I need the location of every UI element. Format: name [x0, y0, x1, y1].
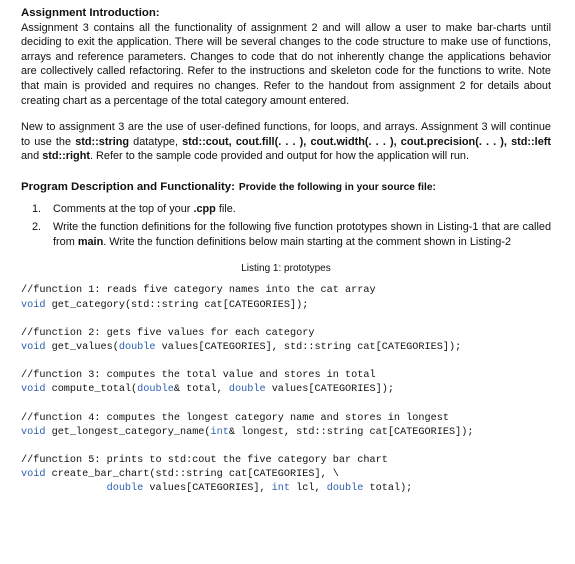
text-run: . Refer to the sample code provided and output for how the application will run. — [90, 150, 469, 163]
code-comment: //function 3: computes the total value and stores in total — [21, 370, 376, 382]
code-comment: //function 5: prints to std:cout the five category bar chart — [21, 454, 388, 466]
document-page — [21, 6, 551, 511]
intro-paragraph-2 — [21, 120, 551, 164]
code-text: values[CATEGORIES], — [143, 483, 272, 495]
code-text: values[CATEGORIES], std::string cat[CATEGORIES]); — [155, 341, 462, 353]
code-text: total); — [363, 483, 413, 495]
requirements-list — [21, 202, 551, 250]
code-line — [21, 383, 551, 397]
text-run: file. — [215, 202, 236, 215]
code-keyword: double — [106, 483, 144, 495]
text-run: Write the function definitions for the following five function prototypes shown in Listing-1 that are called from — [53, 221, 551, 248]
intro-heading: Assignment Introduction: — [21, 7, 160, 19]
list-number: 2. — [32, 221, 42, 234]
code-comment: //function 1: reads five category names into the cat array — [21, 285, 376, 297]
code-keyword: void — [21, 426, 46, 438]
code-term: std::right — [42, 150, 90, 163]
code-line — [21, 482, 551, 496]
code-term: std::string — [75, 135, 130, 148]
code-text: create_bar_chart(std::string cat[CATEGORIES], \ — [45, 469, 339, 481]
code-keyword: double — [326, 483, 364, 495]
code-keyword: void — [21, 299, 46, 311]
code-text: get_values( — [45, 341, 119, 353]
code-text: get_category(std::string cat[CATEGORIES]); — [45, 299, 309, 311]
code-comment: //function 2: gets five values for each category — [21, 327, 315, 339]
program-heading-row — [21, 180, 551, 196]
list-text — [53, 220, 551, 249]
code-keyword: double — [118, 341, 156, 353]
code-text: & total, — [173, 384, 229, 396]
code-keyword: int — [210, 426, 229, 438]
code-indent — [21, 483, 107, 494]
code-block-4 — [21, 412, 551, 440]
code-term: .cpp — [193, 202, 216, 215]
code-keyword: void — [21, 384, 46, 396]
code-comment: //function 4: computes the longest category name and stores in longest — [21, 412, 449, 424]
list-text — [53, 202, 551, 217]
code-text: values[CATEGORIES]); — [265, 384, 394, 396]
list-number: 1. — [32, 202, 42, 215]
code-keyword: double — [137, 384, 174, 396]
code-term: main — [77, 235, 104, 248]
code-term: std::cout, cout.fill(. . . ), cout.width(. . . ), cout.precision(. . . ), std::left — [182, 135, 552, 148]
code-line — [21, 299, 551, 313]
list-item — [21, 220, 551, 249]
text-run: . Write the function definitions below main starting at the comment shown in Listing-2 — [103, 235, 512, 248]
code-line — [21, 341, 551, 355]
text-run: datatype, — [129, 135, 183, 148]
intro-paragraph: Assignment 3 contains all the functionality of assignment 2 and will allow a user to make bar-charts until deciding to exit the application. There will be several changes to the code structure to make use of functions, arrays and reference parameters. Changes to code that do not inherently change the applications behavior are collectively called refactoring. Refer to the instructions and skeleton code for the functions to write. Note that main is provided and requires no changes. Refer to the handout from assignment 2 for details about creating chart as a percentage of the total category amount entered. — [21, 21, 551, 107]
listing-caption: Listing 1: prototypes — [241, 263, 331, 275]
code-keyword: int — [271, 483, 291, 495]
code-text: get_longest_category_name( — [45, 426, 211, 438]
list-item — [21, 202, 551, 217]
code-line — [21, 468, 551, 482]
text-run: Comments at the top of your — [53, 202, 194, 215]
code-block-2 — [21, 327, 551, 355]
code-text: & longest, std::string cat[CATEGORIES]); — [228, 426, 474, 438]
program-note: Provide the following in your source file: — [238, 181, 436, 193]
code-text: compute_total( — [45, 384, 138, 396]
code-keyword: void — [21, 341, 46, 353]
code-block-3 — [21, 369, 551, 397]
text-run: and — [21, 150, 43, 163]
code-line — [21, 426, 551, 440]
code-listing — [21, 284, 551, 496]
code-text: lcl, — [290, 483, 327, 495]
text-run: New to assignment 3 are the use of user-defined functions, for loops, and arrays. Assignment 3 will continue to use the — [21, 121, 551, 148]
code-block-1 — [21, 284, 551, 312]
code-block-5 — [21, 454, 551, 497]
program-heading: Program Description and Functionality: — [21, 180, 235, 193]
code-keyword: double — [228, 384, 266, 396]
code-keyword: void — [21, 469, 46, 481]
